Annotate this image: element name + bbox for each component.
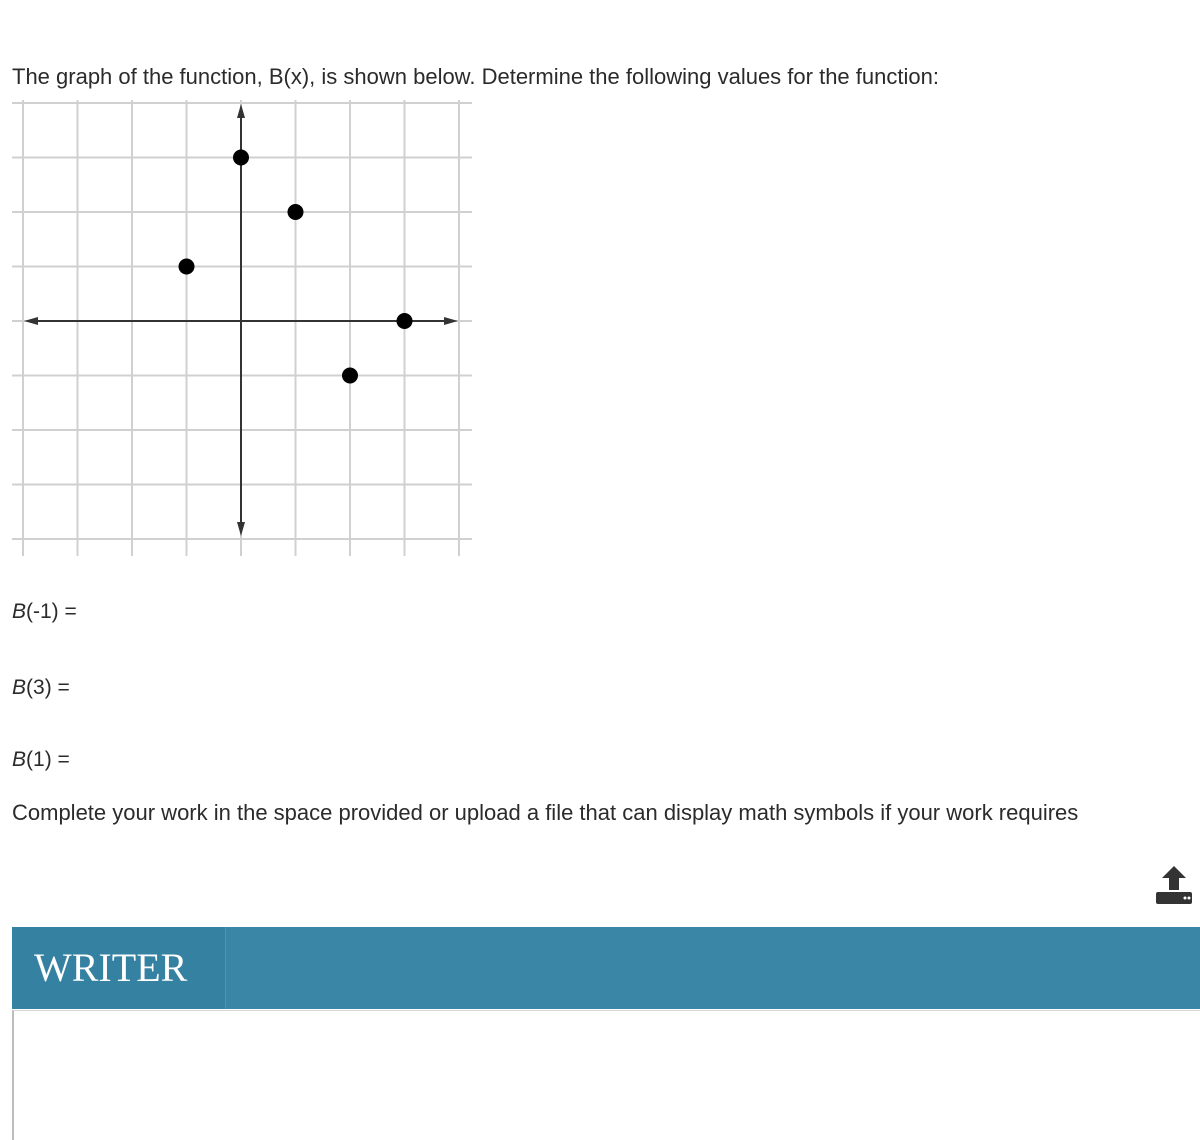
data-point [288, 204, 304, 220]
axes [24, 104, 458, 536]
x-axis-right-arrow [444, 317, 458, 325]
writer-tab[interactable]: WRITER [12, 927, 226, 1009]
prompt-fn: B [12, 600, 27, 623]
instructions-text: Complete your work in the space provided or upload a file that can display math symbols if your work requires [12, 800, 1079, 825]
prompt-equals: = [51, 748, 70, 771]
data-point [342, 368, 358, 384]
x-axis-left-arrow [24, 317, 38, 325]
upload-button[interactable] [1152, 862, 1196, 910]
data-point [179, 259, 195, 275]
upload-icon [1152, 862, 1196, 910]
data-point [233, 150, 249, 166]
prompt-b-3 [12, 676, 70, 700]
prompt-b-1 [12, 748, 70, 772]
prompt-b-neg1 [12, 600, 77, 624]
prompt-arg: (1) [26, 748, 52, 771]
prompt-equals: = [58, 600, 77, 623]
prompt-arg: (-1) [26, 600, 59, 623]
prompt-fn: B [12, 748, 27, 771]
data-point [397, 313, 413, 329]
prompt-fn: B [12, 676, 27, 699]
y-axis-up-arrow [237, 104, 245, 118]
question-text: The graph of the function, B(x), is shown below. Determine the following values for the function: [12, 64, 939, 89]
prompt-equals: = [51, 676, 70, 699]
y-axis-down-arrow [237, 522, 245, 536]
writer-toolbar [12, 927, 1200, 1009]
function-graph [0, 96, 480, 560]
writer-editor[interactable] [12, 1010, 1200, 1140]
prompt-arg: (3) [26, 676, 52, 699]
